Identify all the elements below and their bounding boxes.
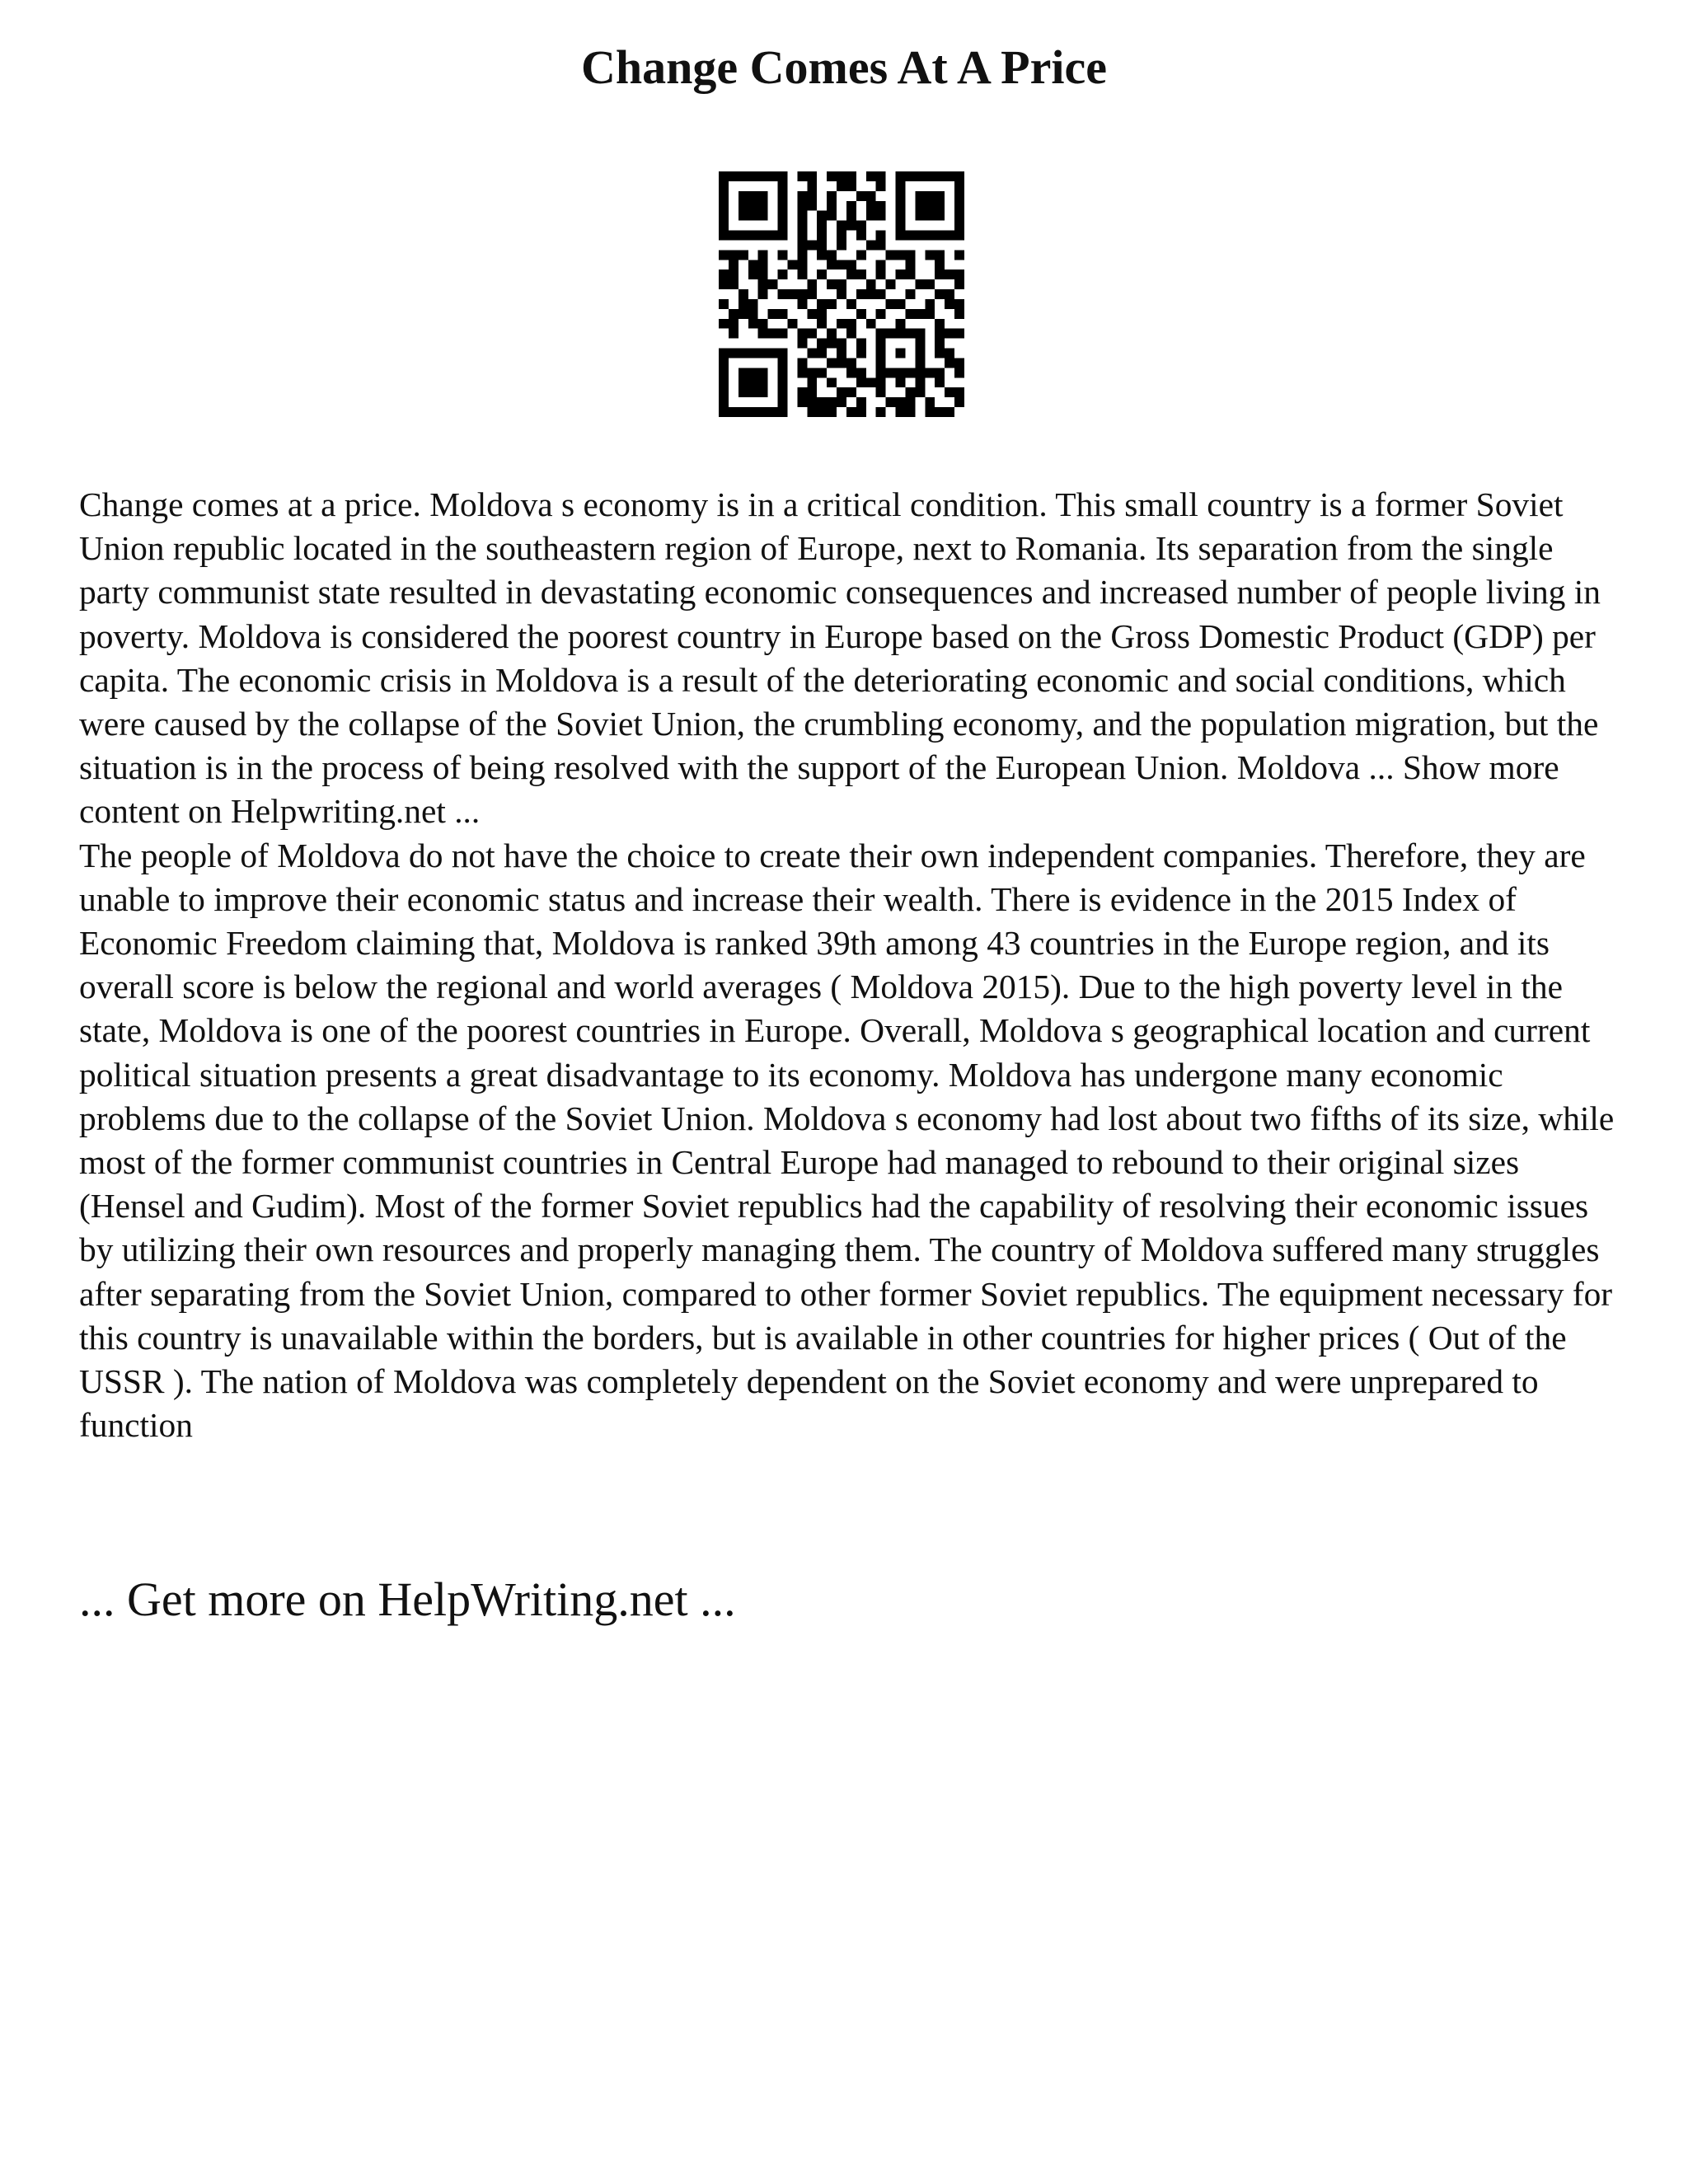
qr-code-graphic (719, 171, 964, 417)
qr-code-icon (719, 171, 964, 417)
paragraph-1: Change comes at a price. Moldova s economy is in a critical condition. This small country is a former Soviet Union republic located in the southeastern region of Europe, next to Romania. Its separation from the single party communist state resulted in devastating economic consequences and increased number of people living in poverty. Moldova is considered the poorest country in Europe based on the Gross Domestic Product (GDP) per capita. The economic crisis in Moldova is a result of the deteriorating economic and social conditions, which were caused by the collapse of the Soviet Union, the crumbling economy, and the population migration, but the situation is in the process of being resolved with the support of the European Union. Moldova ... Show more content on Helpwriting.net ... (79, 485, 1601, 831)
document-title: Change Comes At A Price (581, 40, 1107, 94)
paragraph-2: The people of Moldova do not have the choice to create their own independent companies. Therefore, they are unable to improve their economic status and increase their wealth. There is evidence in the 2015 Index of Economic Freedom claiming that, Moldova is ranked 39th among 43 countries in the Europe region, and its overall score is below the regional and world averages ( Moldova 2015). Due to the high poverty level in the state, Moldova is one of the poorest countries in Europe. Overall, Moldova s geographical location and current political situation presents a great disadvantage to its economy. Moldova has undergone many economic problems due to the collapse of the Soviet Union. Moldova s economy had lost about two fifths of its size, while most of the former communist countries in Central Europe had managed to rebound to their original sizes (Hensel and Gudim). Most of the former Soviet republics had the capability of resolving their economic issues by utilizing their own resources and properly managing them. The country of Moldova suffered many struggles after separating from the Soviet Union, compared to other former Soviet republics. The equipment necessary for this country is unavailable within the borders, but is available in other countries for higher prices ( Out of the USSR ). The nation of Moldova was completely dependent on the Soviet economy and were unprepared to function (79, 836, 1615, 1445)
article-body (79, 483, 1629, 1447)
get-more-link[interactable]: ... Get more on HelpWriting.net ... (79, 1572, 736, 1626)
